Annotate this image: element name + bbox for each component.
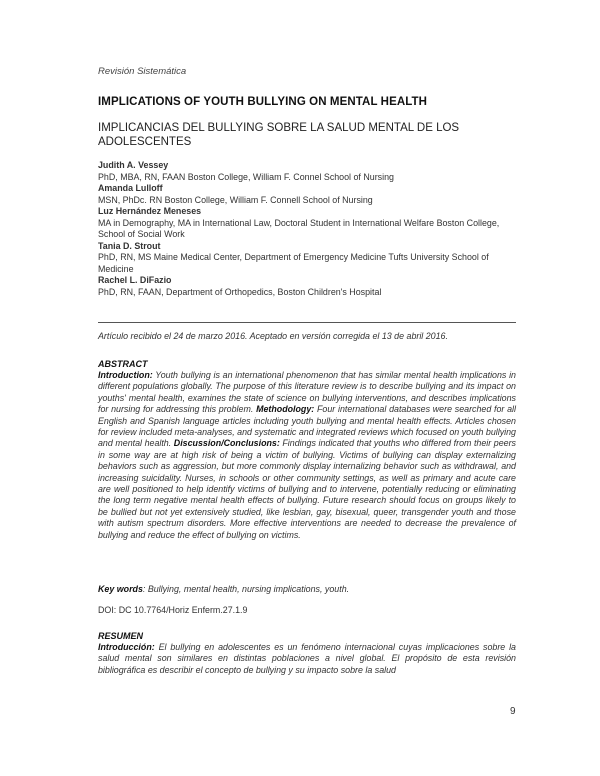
doi: DOI: DC 10.7764/Horiz Enferm.27.1.9: [98, 605, 248, 615]
section-label: Revisión Sistemática: [98, 66, 187, 77]
keywords-text: : Bullying, mental health, nursing implications, youth.: [142, 584, 350, 594]
abstract-body: [98, 370, 516, 541]
abstract-method-label: Methodology:: [256, 404, 315, 415]
author-entry: [98, 183, 516, 206]
author-name: Rachel L. DiFazio: [98, 275, 172, 285]
author-name: Tania D. Strout: [98, 240, 161, 251]
keywords: [98, 584, 349, 594]
resumen-body: [98, 642, 516, 676]
abstract-discussion-text: Findings indicated that youths who differed from their peers in some way are at high risk of being a victim of bullying. Victims of bullying can display externalizing behaviors such as aggression, but more commonly display internalizing behavior such as withdrawal, and increasing suicidality. Nurses, in schools or other community settings, as well as primary and acute care are well positioned to help identify victims of bullying and to intervene, potentially reducing or eliminating the long term negative mental health effects of bullying. Future research should focus on groups likely to be bullied but not yet extensively studied, like lesbian, gay, bisexual, queer, transgender youth and those with autism spectrum disorders. More effective interventions are needed to decrease the prevalence of bullying and reduce the effect of bullying on victims.: [98, 438, 516, 540]
resumen-heading: RESUMEN: [98, 631, 144, 641]
abstract-heading: ABSTRACT: [98, 359, 148, 369]
abstract-method-text: Four international databases were searched for all English and Spanish language articles including youth bullying and mental health effects. Articles chosen for review included meta-analyses, and systematic and integrated reviews which focused on youth bullying and mental health.: [98, 404, 516, 449]
abstract-discussion-label: Discussion/Conclusions:: [173, 438, 280, 449]
author-name: Judith A. Vessey: [98, 160, 169, 170]
abstract-intro-label: Introduction:: [98, 370, 153, 380]
author-entry: [98, 160, 516, 183]
abstract-intro-text: Youth bullying is an international phenomenon that has similar mental health implications in different populations globally. The purpose of this literature review is to describe bullying and its impact on youths' mental health, examines the state of science on bullying interventions, and describes implications for nursing for addressing this problem.: [98, 370, 516, 415]
divider: [98, 322, 516, 323]
author-entry: [98, 241, 516, 276]
author-list: [98, 160, 516, 298]
author-affiliation: PhD, MBA, RN, FAAN Boston College, William F. Connel School of Nursing: [98, 171, 394, 182]
author-name: Amanda Lulloff: [98, 183, 163, 193]
author-affiliation: MA in Demography, MA in International Law, Doctoral Student in International Welfare Boston College, School of Social Work: [98, 217, 500, 239]
keywords-label: Key words: [98, 584, 143, 594]
resumen-intro-text: El bullying en adolescentes es un fenómeno internacional cuyas implicaciones sobre la salud mental son similares en distintas poblaciones a nivel global. El propósito de esta revisión bibliográfica es describir el concepto de bullying y su impacto sobre la salud: [98, 642, 516, 675]
author-affiliation: MSN, PhDc. RN Boston College, William F. Connell School of Nursing: [98, 194, 373, 205]
title-spanish: IMPLICANCIAS DEL BULLYING SOBRE LA SALUD MENTAL DE LOS ADOLESCENTES: [98, 122, 460, 148]
author-name: Luz Hernández Meneses: [98, 206, 202, 216]
page-number: 9: [510, 706, 516, 717]
author-entry: [98, 206, 516, 241]
resumen-intro-label: Introducción:: [98, 642, 155, 652]
author-affiliation: PhD, RN, FAAN, Department of Orthopedics, Boston Children's Hospital: [98, 286, 382, 297]
author-entry: [98, 275, 516, 298]
author-affiliation: PhD, RN, MS Maine Medical Center, Department of Emergency Medicine Tufts University School of Medicine: [98, 252, 489, 274]
title-english: IMPLICATIONS OF YOUTH BULLYING ON MENTAL HEALTH: [98, 96, 428, 108]
received-note: Artículo recibido el 24 de marzo 2016. Aceptado en versión corregida el 13 de abril 2016.: [98, 331, 448, 341]
